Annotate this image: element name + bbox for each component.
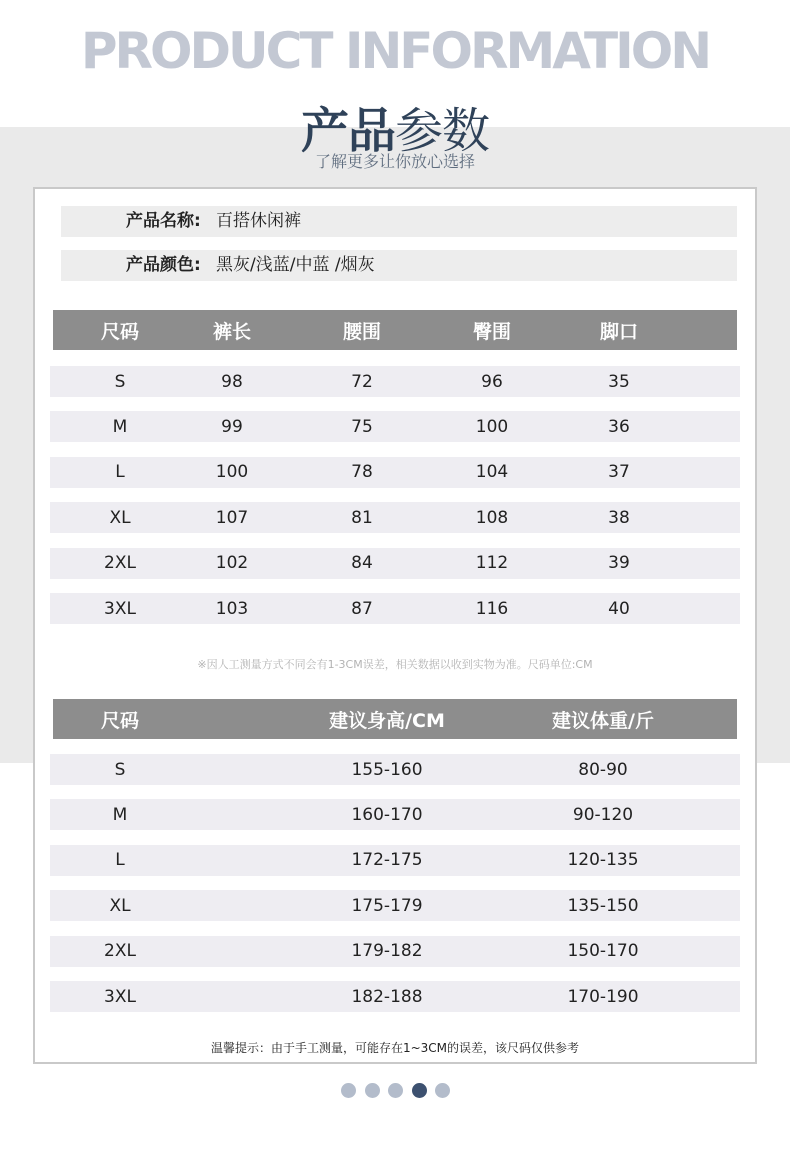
pagination-dot[interactable] [365,1083,380,1098]
table-cell: 160-170 [351,804,423,825]
table-cell: M [112,416,128,437]
table-cell: 99 [221,416,243,437]
table-cell: 87 [351,598,373,619]
table-cell: 38 [608,507,630,528]
table-cell: 78 [351,462,373,483]
pagination-dot[interactable] [341,1083,356,1098]
table-row [50,845,740,876]
info-label: 产品颜色: [126,255,201,275]
table-cell: 2XL [104,941,136,962]
table-cell: 116 [475,598,509,619]
table-row [50,548,740,579]
table-cell: 112 [475,553,509,574]
table-cell: 108 [475,507,509,528]
table-cell: 120-135 [567,850,639,871]
chinese-title-light: 参数 [395,103,490,159]
table-cell: L [115,850,125,871]
table-cell: 182-188 [351,986,423,1007]
fit-table-header [53,699,737,739]
english-title: PRODUCT INFORMATION [80,22,710,80]
table-cell: 155-160 [351,759,423,780]
pagination-dot-active[interactable] [412,1083,427,1098]
table-cell: 103 [215,598,249,619]
table-cell: 2XL [104,553,136,574]
table-row [50,890,740,921]
table-cell: 80-90 [578,759,628,780]
table-cell: 84 [351,553,373,574]
size-table-header [53,310,737,350]
subtitle: 了解更多让你放心选择 [314,152,475,171]
table-row [50,936,740,967]
table-row [50,502,740,533]
header-cell: 建议体重/斤 [552,709,654,732]
table-cell: M [112,804,128,825]
table-cell: 102 [215,553,249,574]
table-row [50,981,740,1012]
header-cell: 腰围 [342,320,382,343]
table-cell: 100 [475,416,509,437]
table-cell: 179-182 [351,941,423,962]
header-cell: 臀围 [472,320,512,343]
table-cell: XL [109,895,131,916]
table-cell: 81 [351,507,373,528]
table-cell: 175-179 [351,895,423,916]
header-cell: 建议身高/CM [329,709,445,732]
table-cell: 172-175 [351,850,423,871]
table-cell: 107 [215,507,249,528]
table-cell: XL [109,507,131,528]
table-cell: 135-150 [567,895,639,916]
table-row [50,593,740,624]
table-cell: 90-120 [572,804,634,825]
info-row-name [61,206,737,237]
info-label: 产品名称: [126,211,201,231]
info-value: 黑灰/浅蓝/中蓝 /烟灰 [216,255,375,275]
table-cell: 40 [608,598,630,619]
chinese-title-bold: 产品 [300,103,395,159]
table-cell: 37 [608,462,630,483]
table-row [50,799,740,830]
size-note: ※因人工测量方式不同会有1-3CM误差，相关数据以收到实物为准。尺码单位:CM [197,658,593,671]
table-row [50,411,740,442]
info-row-color [61,250,737,281]
table-cell: S [114,371,126,392]
header-cell: 尺码 [100,709,140,732]
pagination-dot[interactable] [388,1083,403,1098]
table-cell: 35 [608,371,630,392]
table-cell: 36 [608,416,630,437]
footnote: 温馨提示：由于手工测量，可能存在1~3CM的误差，该尺码仅供参考 [210,1041,580,1055]
table-row [50,366,740,397]
table-cell: 3XL [104,598,136,619]
header-cell: 尺码 [100,320,140,343]
table-row [50,457,740,488]
pagination-dot[interactable] [435,1083,450,1098]
info-card [33,187,757,1064]
table-cell: S [114,759,126,780]
header-cell: 脚口 [599,320,639,343]
table-cell: 150-170 [567,941,639,962]
table-cell: L [115,462,125,483]
table-cell: 75 [351,416,373,437]
table-cell: 72 [351,371,373,392]
info-value: 百搭休闲裤 [216,211,301,231]
table-row [50,754,740,785]
table-cell: 170-190 [567,986,639,1007]
header-cell: 裤长 [212,320,252,343]
table-cell: 39 [608,553,630,574]
table-cell: 104 [475,462,509,483]
table-cell: 96 [481,371,503,392]
table-cell: 3XL [104,986,136,1007]
table-cell: 98 [221,371,243,392]
table-cell: 100 [215,462,249,483]
